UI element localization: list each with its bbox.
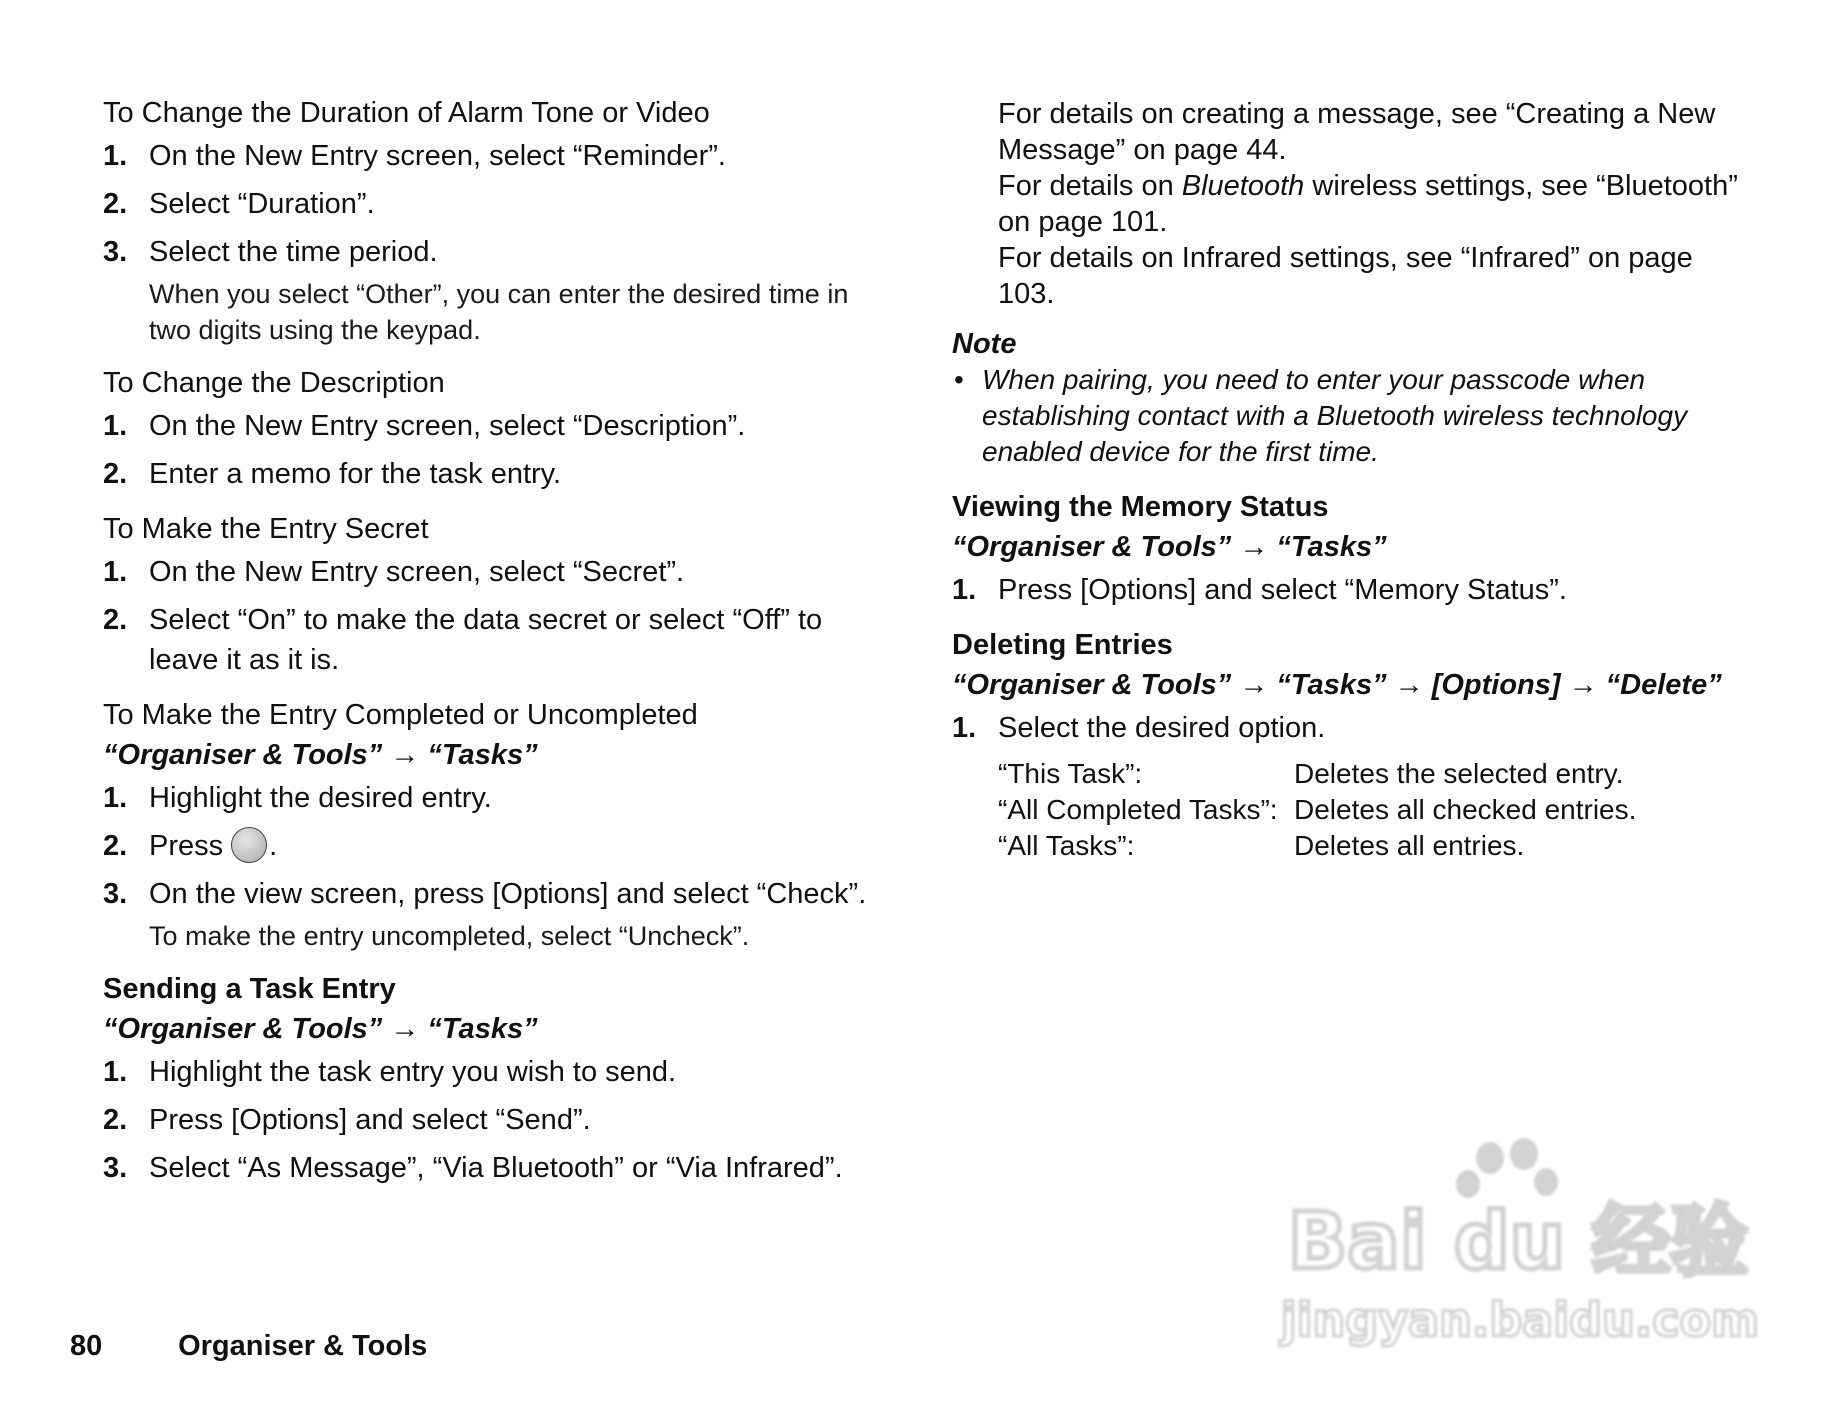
option-description: Deletes the selected entry.: [1294, 758, 1624, 789]
step-number: 2.: [103, 458, 128, 490]
step-text: Enter a memo for the task entry.: [149, 458, 562, 490]
section-change-description: [103, 366, 883, 494]
footer-section: Organiser & Tools: [178, 1330, 428, 1362]
step-number: 2.: [103, 830, 128, 862]
step-item: [103, 232, 883, 348]
option-name: “All Tasks”:: [998, 830, 1135, 861]
section-memory-status: [952, 490, 1742, 610]
step-item: [952, 570, 1742, 610]
section-sending-task: [103, 972, 883, 1188]
step-number: 1.: [952, 712, 977, 744]
step-number: 3.: [103, 878, 128, 910]
table-row: [998, 756, 1636, 792]
step-text: On the New Entry screen, select “Description”.: [149, 410, 746, 442]
step-text: Select the desired option.: [998, 712, 1326, 744]
center-key-icon: [231, 827, 267, 863]
reference-line: For details on Infrared settings, see “Infrared” on page 103.: [998, 242, 1693, 310]
section-title: Deleting Entries: [952, 629, 1173, 661]
step-text: On the New Entry screen, select “Reminder”.: [149, 140, 726, 172]
step-item: [952, 708, 1742, 748]
step-text: Press [Options] and select “Memory Status”.: [998, 574, 1567, 606]
section-entry-completed: [103, 698, 883, 954]
step-text: Select “As Message”, “Via Bluetooth” or “Via Infrared”.: [149, 1152, 843, 1184]
step-item: [103, 1148, 883, 1188]
reference-line: [998, 168, 1742, 240]
step-text: Select the time period.: [149, 236, 438, 268]
reference-line: For details on creating a message, see “Creating a New Message” on page 44.: [998, 98, 1716, 166]
step-text: Press: [149, 830, 224, 862]
section-entry-secret: [103, 512, 883, 680]
watermark-url-text: jingyan.baidu.com: [1280, 1293, 1760, 1347]
step-note: To make the entry uncompleted, select “Uncheck”.: [149, 921, 750, 951]
step-number: 1.: [103, 782, 128, 814]
reference-text: For details on: [998, 170, 1182, 202]
note-box: [952, 326, 1742, 470]
step-number: 1.: [103, 410, 128, 442]
step-number: 2.: [103, 604, 128, 636]
step-text: On the view screen, press [Options] and select “Check”.: [149, 878, 867, 910]
menu-path: “Organiser & Tools” → “Tasks”: [952, 531, 1387, 563]
step-number: 1.: [103, 140, 128, 172]
step-item: [103, 874, 883, 954]
step-number: 3.: [103, 236, 128, 268]
note-heading: Note: [952, 328, 1017, 360]
step-item: [103, 1052, 883, 1092]
step-number: 2.: [103, 188, 128, 220]
step-item: [103, 778, 883, 818]
page-footer: [70, 1328, 427, 1364]
step-number: 2.: [103, 1104, 128, 1136]
step-number: 3.: [103, 1152, 128, 1184]
step-list: [952, 708, 1742, 748]
section-title: To Make the Entry Completed or Uncompleted: [103, 699, 698, 731]
option-name: “This Task”:: [998, 758, 1143, 789]
section-title: To Change the Duration of Alarm Tone or Video: [103, 97, 710, 129]
section-title: Viewing the Memory Status: [952, 491, 1329, 523]
step-list: [103, 1052, 883, 1188]
step-list: [103, 406, 883, 494]
cross-references: [952, 96, 1742, 312]
watermark-brand-text: Bai du 经验: [1287, 1197, 1749, 1287]
page-number: 80: [70, 1330, 103, 1362]
step-list: [103, 552, 883, 680]
section-title: To Make the Entry Secret: [103, 513, 429, 545]
baidu-watermark-logo: [1280, 1140, 1760, 1350]
step-item: [103, 184, 883, 224]
step-item: [103, 552, 883, 592]
step-text: Highlight the task entry you wish to send.: [149, 1056, 677, 1088]
table-row: [998, 792, 1636, 828]
note-body: [952, 362, 1742, 470]
section-deleting-entries: [952, 628, 1742, 864]
step-item: [103, 600, 883, 680]
step-text: On the New Entry screen, select “Secret”.: [149, 556, 685, 588]
step-item: [103, 826, 883, 866]
step-list: [103, 136, 883, 348]
options-table: [998, 756, 1636, 864]
right-column: [952, 96, 1742, 864]
reference-text: wireless settings, see “Bluetooth” on page 101.: [998, 170, 1738, 238]
step-item: [103, 1100, 883, 1140]
step-number: 1.: [103, 1056, 128, 1088]
reference-emphasis: Bluetooth: [1181, 170, 1305, 202]
menu-path: “Organiser & Tools” → “Tasks” → [Options] → “Delete”: [952, 669, 1722, 701]
step-note: When you select “Other”, you can enter the desired time in two digits using the keypad.: [149, 279, 849, 345]
bullet-icon: •: [954, 364, 964, 395]
option-description: Deletes all entries.: [1294, 830, 1525, 861]
table-row: [998, 828, 1636, 864]
note-text: When pairing, you need to enter your passcode when establishing contact with a Bluetooth wireless technology enabled device for the first time.: [982, 364, 1688, 467]
step-item: [103, 406, 883, 446]
menu-path: “Organiser & Tools” → “Tasks”: [103, 739, 538, 771]
section-title: To Change the Description: [103, 367, 445, 399]
option-description: Deletes all checked entries.: [1294, 794, 1637, 825]
step-text: Select “Duration”.: [149, 188, 375, 220]
section-change-duration: [103, 96, 883, 348]
step-item: [103, 136, 883, 176]
step-text: Press [Options] and select “Send”.: [149, 1104, 591, 1136]
step-list: [952, 570, 1742, 610]
option-name: “All Completed Tasks”:: [998, 794, 1278, 825]
step-text: Highlight the desired entry.: [149, 782, 492, 814]
step-text-end: .: [269, 830, 278, 862]
step-number: 1.: [952, 574, 977, 606]
section-title: Sending a Task Entry: [103, 973, 396, 1005]
step-list: [103, 778, 883, 954]
step-item: [103, 454, 883, 494]
step-number: 1.: [103, 556, 128, 588]
left-column: [103, 96, 883, 1206]
step-text: Select “On” to make the data secret or select “Off” to leave it as it is.: [149, 604, 823, 676]
menu-path: “Organiser & Tools” → “Tasks”: [103, 1013, 538, 1045]
